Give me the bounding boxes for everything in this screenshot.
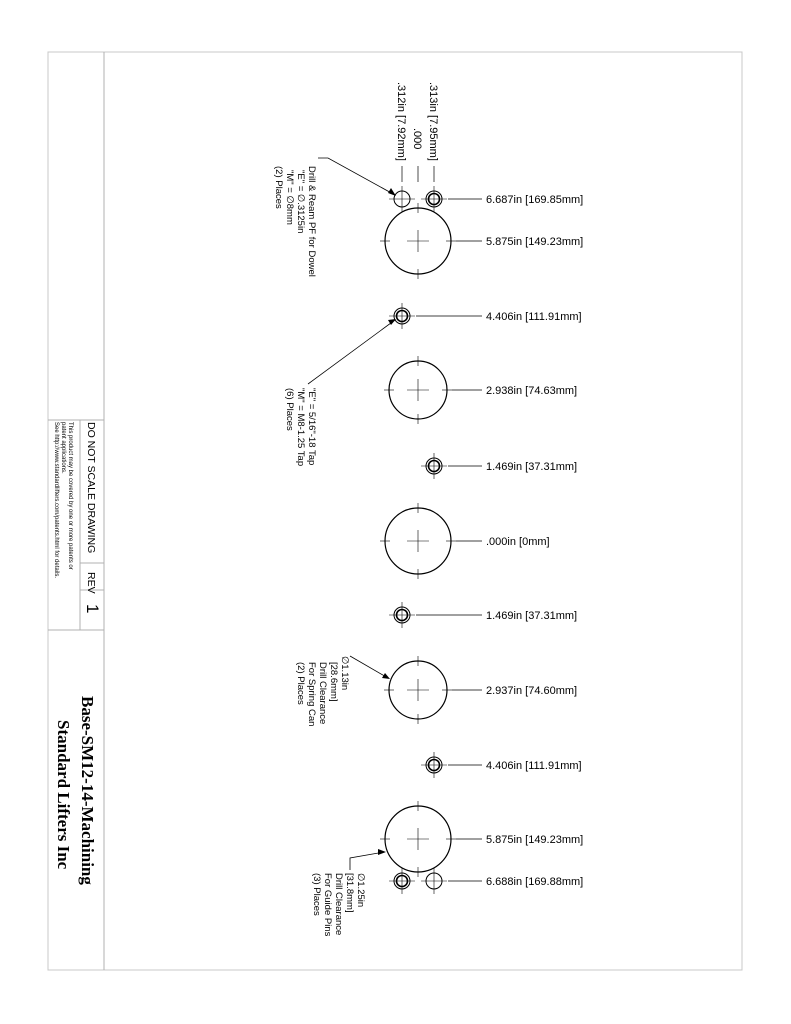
dimension-labels [486,194,583,888]
dowel-note-line-3: "M" = ∅8mm [284,170,295,225]
tap-callout [284,388,317,466]
tap-hole [389,602,415,628]
dim-label: 2.938in [74.63mm] [486,385,578,397]
tap-hole [421,752,447,778]
dimension-lines [416,199,482,881]
leader-arrowheads [378,188,396,855]
guide-pin-hole [380,203,456,279]
dowel-note-line-2: "E" = ∅.3125in [295,170,306,234]
dowel-note-line-4: (2) Places [273,166,284,209]
tap-hole [421,453,447,479]
dim-label: 1.469in [37.31mm] [486,461,578,473]
spring-can-hole [384,356,452,424]
sheet-border [48,52,742,970]
dim-label: 5.875in [149.23mm] [486,834,584,846]
company-name: Standard Lifters Inc [54,720,73,870]
title-block [48,52,104,970]
guide-note-line-5: (3) Places [311,873,322,916]
spring-note-line-4: For Spring Can [306,662,317,727]
guide-note-line-2: [31.8mm] [344,873,355,913]
tap-note-line-2: "M" = M8-1.25 Tap [295,388,306,467]
tap-note-line-1: "E" = 5/16"-18 Tap [306,388,317,466]
top-dim-313: .313in [7.95mm] [427,82,439,161]
dowel-hole [421,868,447,894]
spring-can-hole [384,656,452,724]
patent-note-line-1: This product may be covered by one or more patents or [67,422,73,570]
patent-note-line-3: See http://www.standardlifters.com/patents.html for details. [53,422,59,579]
rev-value: 1 [83,604,102,614]
part-name: Base-SM12-14-Machining [78,696,97,885]
guide-pin-hole [380,503,456,579]
guide-note-line-1: ∅1.25in [355,873,366,908]
dim-label: 5.875in [149.23mm] [486,236,584,248]
hole-pattern [380,186,456,894]
dowel-callout [273,166,317,277]
dim-label: 1.469in [37.31mm] [486,610,578,622]
spring-note-line-2: [28.6mm] [328,662,339,702]
dowel-note-line-1: Drill & Ream PF for Dowel [306,166,317,277]
patent-note-line-2: patent applications. [60,422,66,474]
guide-pin-callout [311,873,366,937]
tap-note-line-3: (6) Places [284,388,295,431]
guide-note-line-3: Drill Clearance [333,873,344,936]
guide-pin-hole [380,801,456,877]
dim-label: 2.937in [74.60mm] [486,685,578,697]
top-dimension-group [395,82,439,182]
spring-note-line-3: Drill Clearance [317,662,328,725]
dim-label: 6.687in [169.85mm] [486,194,584,206]
dim-label: 4.406in [111.91mm] [486,760,582,772]
top-dim-000: .000 [411,128,423,150]
spring-can-callout [295,656,350,726]
dim-label: 6.688in [169.88mm] [486,876,584,888]
spring-note-line-5: (2) Places [295,662,306,705]
top-dim-312: .312in [7.92mm] [395,82,407,161]
rev-label: REV [85,572,97,594]
dim-label: .000in [0mm] [486,536,550,548]
tap-hole [389,303,415,329]
dowel-hole [389,186,415,212]
do-not-scale-label: DO NOT SCALE DRAWING [85,422,97,554]
callout-leaders [308,158,395,870]
spring-note-line-1: ∅1.13in [339,656,350,691]
tap-hole [421,186,447,212]
dim-label: 4.406in [111.91mm] [486,311,582,323]
tap-hole [389,868,415,894]
guide-note-line-4: For Guide Pins [322,873,333,937]
